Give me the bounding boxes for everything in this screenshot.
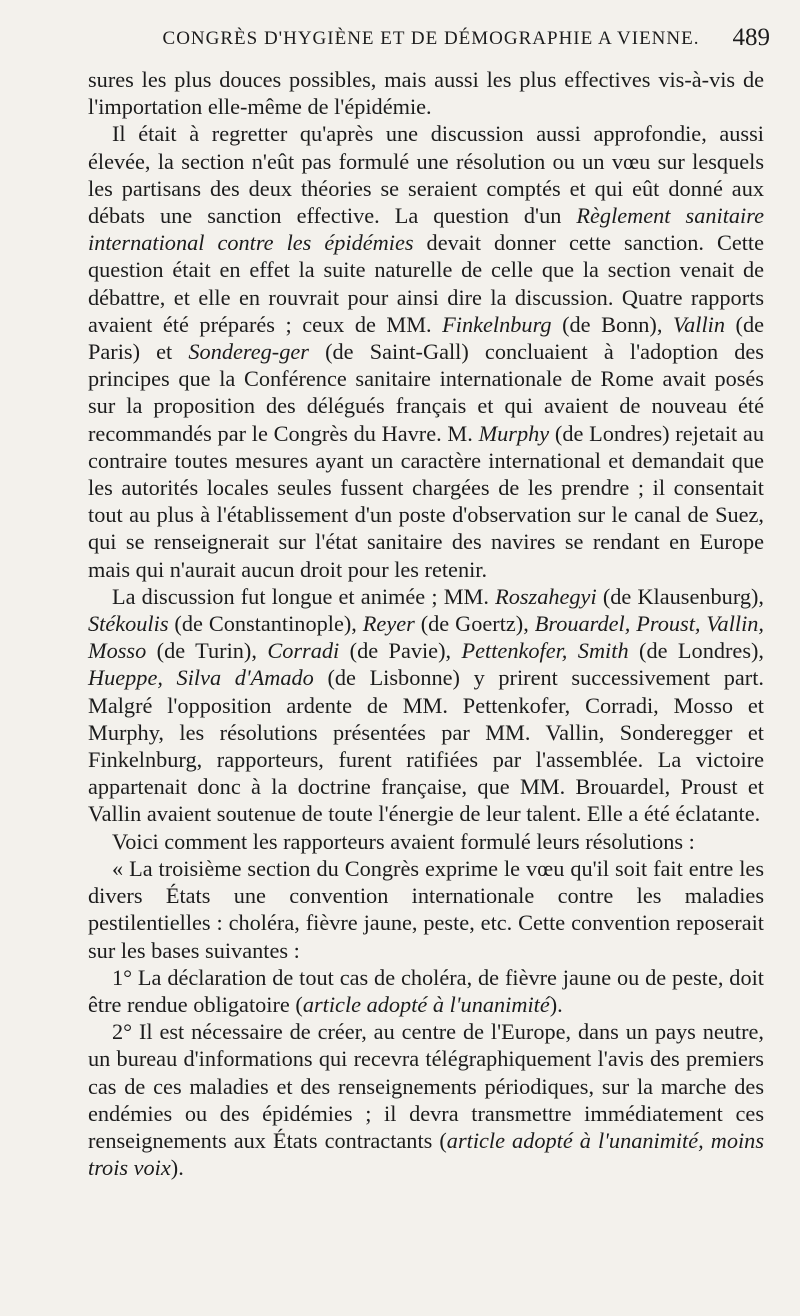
paragraph: Il était à regretter qu'après une discussion aussi approfondie, aussi élevée, la section n'eût pas formulé une résolution ou un vœu sur lesquels les partisans des deux théories se seraient comptés et qui eût donné aux débats une sanction effective. La question d'un Règlement sanitaire international contre les épidémies devait donner cette sanction. Cette question était en effet la suite naturelle de celle que la section venait de débattre, et elle en rouvrait pour ainsi dire la discussion. Quatre rapports avaient été préparés ; ceux de MM. Finkelnburg (de Bonn), Vallin (de Paris) et Sondereg-ger (de Saint-Gall) concluaient à l'adoption des principes que la Conférence sanitaire internationale de Rome avait posés sur la proposition des délégués français et qui avaient de nouveau été recommandés par le Congrès du Havre. M. Murphy (de Londres) rejetait au contraire toutes mesures ayant un caractère international et demandait que les autorités locales seules fussent chargées de les prendre ; il consentait tout au plus à l'établissement d'un poste d'observation sur le canal de Suez, qui se renseignerait sur l'état sanitaire des navires se rendant en Europe mais qui n'aurait aucun droit pour les retenir.	[88, 121, 765, 582]
paragraph: La discussion fut longue et animée ; MM. Roszahegyi (de Klausenburg), Stékoulis (de Constantinople), Reyer (de Goertz), Brouardel, Proust, Vallin, Mosso (de Turin), Corradi (de Pavie), Pettenkofer, Smith (de Londres), Hueppe, Silva d'Amado (de Lisbonne) y prirent successivement part. Malgré l'opposition ardente de MM. Pettenkofer, Corradi, Mosso et Murphy, les résolutions présentées par MM. Vallin, Sonderegger et Finkelnburg, rapporteurs, furent ratifiées par l'assemblée. La victoire appartenait donc à la doctrine française, que MM. Brouardel, Proust et Vallin avaient soutenue de toute l'énergie de leur talent. Elle a été éclatante.	[88, 583, 764, 827]
paragraph: sures les plus douces possibles, mais aussi les plus effectives vis-à-vis de l'importation elle-même de l'épidémie.	[88, 67, 764, 120]
paragraph: « La troisième section du Congrès exprime le vœu qu'il soit fait entre les divers États une convention internationale contre les maladies pestilentielles : choléra, fièvre jaune, peste, etc. Cette convention reposerait sur les bases suivantes :	[88, 855, 764, 963]
paragraph: 1° La déclaration de tout cas de choléra, de fièvre jaune ou de peste, doit être rendue obligatoire (article adopté à l'unanimité).	[88, 964, 764, 1017]
page-number: 489	[732, 24, 770, 51]
paragraph: 2° Il est nécessaire de créer, au centre de l'Europe, dans un pays neutre, un bureau d'informations qui recevra télégraphiquement l'avis des premiers cas de ces maladies et des renseignements périodiques, sur la marche des endémies ou des épidémies ; il devra transmettre immédiatement ces renseignements aux États contractants (article adopté à l'unanimité, moins trois voix).	[88, 1019, 764, 1181]
page-body	[88, 66, 764, 1181]
page-header	[88, 24, 770, 66]
paragraph: Voici comment les rapporteurs avaient formulé leurs résolutions :	[112, 828, 695, 854]
running-title: CONGRÈS D'HYGIÈNE ET DE DÉMOGRAPHIE A VIENNE.	[162, 28, 700, 49]
